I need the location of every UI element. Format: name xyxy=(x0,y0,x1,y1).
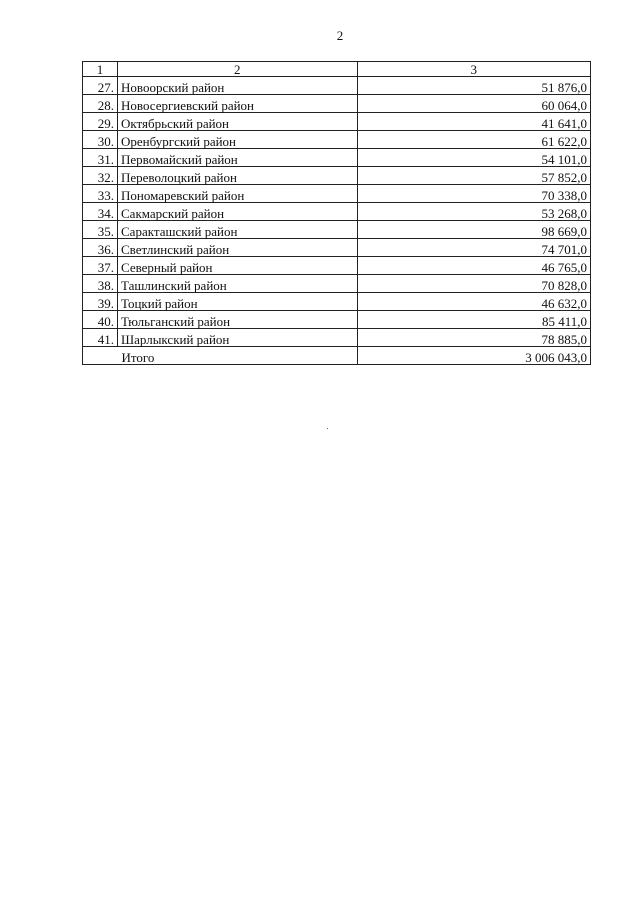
row-number: 30. xyxy=(83,131,118,149)
district-value: 54 101,0 xyxy=(357,149,591,167)
district-value: 98 669,0 xyxy=(357,221,591,239)
table-row xyxy=(83,113,591,131)
row-number: 40. xyxy=(83,311,118,329)
total-value: 3 006 043,0 xyxy=(357,347,591,365)
table-row xyxy=(83,149,591,167)
table-row xyxy=(83,257,591,275)
scan-speck xyxy=(327,428,328,429)
row-number: 28. xyxy=(83,95,118,113)
district-value: 51 876,0 xyxy=(357,77,591,95)
district-value: 46 632,0 xyxy=(357,293,591,311)
table-header-row xyxy=(83,62,591,77)
total-label: Итого xyxy=(118,347,358,365)
table-row xyxy=(83,311,591,329)
table-row xyxy=(83,203,591,221)
districts-table xyxy=(82,61,591,365)
district-name: Сакмарский район xyxy=(118,203,358,221)
district-name: Светлинский район xyxy=(118,239,358,257)
district-value: 74 701,0 xyxy=(357,239,591,257)
table-row xyxy=(83,185,591,203)
page-number: 2 xyxy=(336,28,344,43)
district-name: Новосергиевский район xyxy=(118,95,358,113)
district-value: 61 622,0 xyxy=(357,131,591,149)
row-number: 39. xyxy=(83,293,118,311)
district-value: 78 885,0 xyxy=(357,329,591,347)
row-number: 37. xyxy=(83,257,118,275)
table-row xyxy=(83,239,591,257)
district-name: Октябрьский район xyxy=(118,113,358,131)
district-value: 41 641,0 xyxy=(357,113,591,131)
district-name: Саракташский район xyxy=(118,221,358,239)
district-value: 46 765,0 xyxy=(357,257,591,275)
row-number: 36. xyxy=(83,239,118,257)
row-number: 38. xyxy=(83,275,118,293)
table-row xyxy=(83,77,591,95)
district-name: Переволоцкий район xyxy=(118,167,358,185)
total-empty-cell xyxy=(83,347,118,365)
header-col-2: 2 xyxy=(118,62,358,77)
table-row xyxy=(83,221,591,239)
row-number: 41. xyxy=(83,329,118,347)
district-name: Тюльганский район xyxy=(118,311,358,329)
district-name: Новоорский район xyxy=(118,77,358,95)
table-row xyxy=(83,167,591,185)
table-row xyxy=(83,131,591,149)
district-name: Оренбургский район xyxy=(118,131,358,149)
district-name: Тоцкий район xyxy=(118,293,358,311)
header-col-3: 3 xyxy=(357,62,591,77)
district-value: 53 268,0 xyxy=(357,203,591,221)
table-row xyxy=(83,329,591,347)
district-name: Пономаревский район xyxy=(118,185,358,203)
header-col-1: 1 xyxy=(83,62,118,77)
district-value: 70 828,0 xyxy=(357,275,591,293)
row-number: 34. xyxy=(83,203,118,221)
table-row xyxy=(83,275,591,293)
district-name: Ташлинский район xyxy=(118,275,358,293)
district-value: 57 852,0 xyxy=(357,167,591,185)
district-name: Шарлыкский район xyxy=(118,329,358,347)
row-number: 29. xyxy=(83,113,118,131)
row-number: 27. xyxy=(83,77,118,95)
table-row xyxy=(83,293,591,311)
row-number: 33. xyxy=(83,185,118,203)
district-value: 85 411,0 xyxy=(357,311,591,329)
district-name: Первомайский район xyxy=(118,149,358,167)
row-number: 35. xyxy=(83,221,118,239)
table-row xyxy=(83,95,591,113)
row-number: 32. xyxy=(83,167,118,185)
district-name: Северный район xyxy=(118,257,358,275)
district-value: 70 338,0 xyxy=(357,185,591,203)
row-number: 31. xyxy=(83,149,118,167)
total-row xyxy=(83,347,591,365)
district-value: 60 064,0 xyxy=(357,95,591,113)
